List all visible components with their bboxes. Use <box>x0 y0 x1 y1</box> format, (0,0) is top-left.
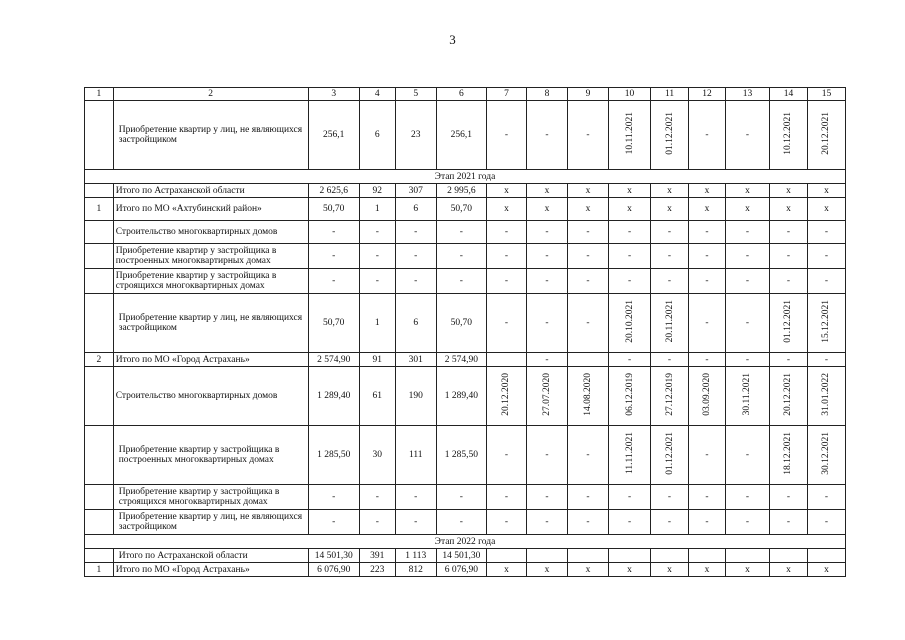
value-cell: - <box>395 485 436 510</box>
row-label-cell: Приобретение квартир у застройщика в построенных многоквартирных домах <box>113 244 308 269</box>
column-number-cell: 9 <box>567 88 608 101</box>
value-cell: x <box>567 198 608 221</box>
date-cell <box>651 101 689 170</box>
row-number-cell <box>85 510 114 535</box>
value-cell: - <box>651 221 689 244</box>
date-cell <box>725 367 769 426</box>
date-text: 27.12.2019 <box>664 373 675 416</box>
value-cell: x <box>725 563 769 577</box>
row-label-cell: Приобретение квартир у лиц, не являющихся застройщиком <box>113 294 308 353</box>
value-cell: - <box>359 244 395 269</box>
row-label-cell: Итого по МО «Город Астрахань» <box>113 563 308 577</box>
value-cell: - <box>688 294 725 353</box>
value-cell: - <box>651 269 689 294</box>
date-text: 20.12.2021 <box>783 373 794 416</box>
value-cell: x <box>526 198 567 221</box>
row-label-cell: Приобретение квартир у застройщика в строящихся многоквартирных домах <box>113 269 308 294</box>
value-cell: 61 <box>359 367 395 426</box>
column-number-cell: 7 <box>486 88 526 101</box>
value-cell: - <box>436 244 486 269</box>
value-cell: - <box>526 221 567 244</box>
value-cell: 50,70 <box>436 294 486 353</box>
value-cell: - <box>688 221 725 244</box>
value-cell: - <box>651 353 689 367</box>
table-row <box>85 549 846 563</box>
value-cell: - <box>688 485 725 510</box>
date-text: 30.12.2021 <box>821 432 832 475</box>
date-text: 03.09.2020 <box>701 373 712 416</box>
value-cell: - <box>526 353 567 367</box>
row-label-cell: Приобретение квартир у лиц, не являющихся застройщиком <box>113 510 308 535</box>
value-cell: x <box>526 184 567 198</box>
value-cell: 50,70 <box>308 198 359 221</box>
value-cell: - <box>486 269 526 294</box>
stage-row <box>85 535 846 549</box>
value-cell: - <box>688 353 725 367</box>
value-cell: - <box>651 510 689 535</box>
value-cell: - <box>395 510 436 535</box>
value-cell: 190 <box>395 367 436 426</box>
value-cell: - <box>769 269 807 294</box>
value-cell <box>688 549 725 563</box>
table-row <box>85 244 846 269</box>
row-number-cell: 2 <box>85 353 114 367</box>
value-cell: 2 625,6 <box>308 184 359 198</box>
value-cell: 2 574,90 <box>436 353 486 367</box>
value-cell: - <box>567 294 608 353</box>
value-cell: - <box>769 353 807 367</box>
row-number-cell <box>85 367 114 426</box>
date-text: 31.01.2022 <box>821 373 832 416</box>
date-text: 10.12.2021 <box>783 112 794 155</box>
value-cell <box>651 549 689 563</box>
value-cell: x <box>769 198 807 221</box>
value-cell: - <box>526 294 567 353</box>
value-cell: - <box>688 101 725 170</box>
value-cell: 307 <box>395 184 436 198</box>
table-row <box>85 221 846 244</box>
value-cell: - <box>308 485 359 510</box>
value-cell: 2 574,90 <box>308 353 359 367</box>
value-cell: 6 076,90 <box>436 563 486 577</box>
value-cell: - <box>526 426 567 485</box>
value-cell: - <box>769 244 807 269</box>
value-cell: - <box>725 485 769 510</box>
date-text: 27.07.2020 <box>541 373 552 416</box>
value-cell: - <box>688 244 725 269</box>
value-cell: - <box>609 244 651 269</box>
date-text: 11.11.2021 <box>624 432 635 475</box>
value-cell: x <box>486 184 526 198</box>
column-number-cell: 15 <box>807 88 845 101</box>
column-number-cell: 3 <box>308 88 359 101</box>
column-number-cell: 10 <box>609 88 651 101</box>
value-cell: x <box>688 563 725 577</box>
value-cell: - <box>308 269 359 294</box>
value-cell: 14 501,30 <box>436 549 486 563</box>
value-cell: - <box>567 510 608 535</box>
date-cell <box>688 367 725 426</box>
value-cell: 6 <box>359 101 395 170</box>
date-cell <box>526 367 567 426</box>
value-cell: - <box>567 426 608 485</box>
value-cell: x <box>567 184 608 198</box>
value-cell: - <box>436 485 486 510</box>
value-cell: 1 289,40 <box>436 367 486 426</box>
value-cell: - <box>526 244 567 269</box>
date-cell <box>609 294 651 353</box>
value-cell: - <box>486 485 526 510</box>
row-number-cell: 1 <box>85 198 114 221</box>
date-text: 15.12.2021 <box>821 300 832 343</box>
value-cell: - <box>725 426 769 485</box>
value-cell: - <box>725 294 769 353</box>
value-cell: - <box>567 244 608 269</box>
value-cell: - <box>769 510 807 535</box>
row-number-cell <box>85 269 114 294</box>
column-number-cell: 12 <box>688 88 725 101</box>
value-cell: - <box>688 269 725 294</box>
date-text: 20.12.2020 <box>501 373 512 416</box>
value-cell <box>567 353 608 367</box>
value-cell: 1 <box>359 294 395 353</box>
date-cell <box>651 367 689 426</box>
value-cell: 1 285,50 <box>436 426 486 485</box>
value-cell: - <box>486 294 526 353</box>
value-cell: - <box>486 426 526 485</box>
value-cell: x <box>609 198 651 221</box>
value-cell: - <box>807 269 845 294</box>
value-cell: 14 501,30 <box>308 549 359 563</box>
date-cell <box>769 101 807 170</box>
row-number-cell <box>85 244 114 269</box>
value-cell: - <box>526 485 567 510</box>
value-cell: x <box>688 198 725 221</box>
value-cell: 256,1 <box>436 101 486 170</box>
column-number-cell: 5 <box>395 88 436 101</box>
date-text: 01.12.2021 <box>664 432 675 475</box>
value-cell: - <box>308 244 359 269</box>
value-cell: - <box>725 221 769 244</box>
value-cell: - <box>395 244 436 269</box>
value-cell: - <box>807 244 845 269</box>
date-cell <box>567 367 608 426</box>
value-cell: - <box>651 244 689 269</box>
row-label-cell: Строительство многоквартирных домов <box>113 367 308 426</box>
value-cell: 1 <box>359 198 395 221</box>
row-number-cell <box>85 101 114 170</box>
value-cell: 50,70 <box>308 294 359 353</box>
column-number-row <box>85 88 846 101</box>
date-text: 10.11.2021 <box>624 112 635 155</box>
value-cell: x <box>807 563 845 577</box>
value-cell: - <box>609 510 651 535</box>
value-cell <box>486 353 526 367</box>
stage-title: Этап 2022 года <box>85 535 846 549</box>
row-label-cell: Итого по МО «Город Астрахань» <box>113 353 308 367</box>
value-cell: - <box>526 101 567 170</box>
value-cell: - <box>486 221 526 244</box>
value-cell: 30 <box>359 426 395 485</box>
value-cell: 91 <box>359 353 395 367</box>
row-number-cell <box>85 221 114 244</box>
column-number-cell: 8 <box>526 88 567 101</box>
value-cell: - <box>359 485 395 510</box>
date-cell <box>769 294 807 353</box>
table-row <box>85 269 846 294</box>
table-row <box>85 184 846 198</box>
value-cell: - <box>725 101 769 170</box>
value-cell: 23 <box>395 101 436 170</box>
value-cell: - <box>688 510 725 535</box>
value-cell: - <box>486 244 526 269</box>
value-cell: x <box>769 184 807 198</box>
date-cell <box>486 367 526 426</box>
value-cell: - <box>395 269 436 294</box>
column-number-cell: 1 <box>85 88 114 101</box>
value-cell: x <box>725 184 769 198</box>
row-label-cell: Приобретение квартир у застройщика в строящихся многоквартирных домах <box>113 485 308 510</box>
row-label-cell: Приобретение квартир у застройщика в построенных многоквартирных домах <box>113 426 308 485</box>
value-cell: 391 <box>359 549 395 563</box>
date-cell <box>807 367 845 426</box>
value-cell: x <box>486 563 526 577</box>
value-cell <box>486 549 526 563</box>
value-cell: - <box>769 485 807 510</box>
date-text: 14.08.2020 <box>582 373 593 416</box>
column-number-cell: 14 <box>769 88 807 101</box>
table-row <box>85 510 846 535</box>
date-cell <box>651 426 689 485</box>
table-row <box>85 367 846 426</box>
date-text: 20.10.2021 <box>624 300 635 343</box>
program-stages-table <box>84 87 846 577</box>
date-cell <box>807 294 845 353</box>
value-cell: - <box>486 101 526 170</box>
value-cell: x <box>609 184 651 198</box>
value-cell: 92 <box>359 184 395 198</box>
value-cell: - <box>359 221 395 244</box>
value-cell: - <box>807 221 845 244</box>
date-cell <box>609 101 651 170</box>
value-cell: - <box>359 269 395 294</box>
value-cell: - <box>486 510 526 535</box>
table-row <box>85 101 846 170</box>
value-cell <box>567 549 608 563</box>
value-cell: x <box>486 198 526 221</box>
table-row <box>85 353 846 367</box>
table-row <box>85 485 846 510</box>
value-cell: - <box>609 353 651 367</box>
value-cell: x <box>526 563 567 577</box>
row-number-cell: 1 <box>85 563 114 577</box>
date-cell <box>651 294 689 353</box>
value-cell: - <box>308 221 359 244</box>
value-cell: 6 076,90 <box>308 563 359 577</box>
value-cell: - <box>769 221 807 244</box>
value-cell: 223 <box>359 563 395 577</box>
row-label-cell: Строительство многоквартирных домов <box>113 221 308 244</box>
value-cell <box>807 549 845 563</box>
value-cell: - <box>609 221 651 244</box>
value-cell: x <box>651 198 689 221</box>
value-cell: - <box>567 485 608 510</box>
page-number: 3 <box>449 32 456 47</box>
value-cell: x <box>807 198 845 221</box>
value-cell: 1 285,50 <box>308 426 359 485</box>
date-cell <box>807 101 845 170</box>
row-number-cell <box>85 294 114 353</box>
value-cell: - <box>567 101 608 170</box>
stage-row <box>85 170 846 184</box>
value-cell: 111 <box>395 426 436 485</box>
date-cell <box>807 426 845 485</box>
value-cell: x <box>688 184 725 198</box>
value-cell <box>769 549 807 563</box>
value-cell: - <box>395 221 436 244</box>
value-cell: - <box>725 353 769 367</box>
value-cell: - <box>725 510 769 535</box>
date-text: 01.12.2021 <box>783 300 794 343</box>
value-cell: 50,70 <box>436 198 486 221</box>
value-cell <box>526 549 567 563</box>
value-cell: 1 289,40 <box>308 367 359 426</box>
value-cell: 301 <box>395 353 436 367</box>
value-cell: x <box>651 184 689 198</box>
value-cell <box>609 549 651 563</box>
value-cell: - <box>526 269 567 294</box>
value-cell: x <box>807 184 845 198</box>
value-cell: - <box>359 510 395 535</box>
table-row <box>85 563 846 577</box>
row-number-cell <box>85 485 114 510</box>
column-number-cell: 4 <box>359 88 395 101</box>
value-cell: - <box>436 510 486 535</box>
table-row <box>85 198 846 221</box>
value-cell: - <box>526 510 567 535</box>
value-cell: - <box>651 485 689 510</box>
value-cell: x <box>609 563 651 577</box>
table-body <box>85 88 846 577</box>
date-text: 06.12.2019 <box>624 373 635 416</box>
row-number-cell <box>85 426 114 485</box>
stage-title: Этап 2021 года <box>85 170 846 184</box>
value-cell: - <box>436 221 486 244</box>
row-number-cell <box>85 184 114 198</box>
value-cell: - <box>807 353 845 367</box>
value-cell: x <box>725 198 769 221</box>
value-cell: 256,1 <box>308 101 359 170</box>
date-text: 20.11.2021 <box>664 300 675 343</box>
date-text: 01.12.2021 <box>664 112 675 155</box>
value-cell: 812 <box>395 563 436 577</box>
date-cell <box>609 367 651 426</box>
value-cell: - <box>609 485 651 510</box>
value-cell: x <box>769 563 807 577</box>
value-cell: - <box>725 269 769 294</box>
value-cell: - <box>567 269 608 294</box>
value-cell: 6 <box>395 198 436 221</box>
column-number-cell: 2 <box>113 88 308 101</box>
column-number-cell: 11 <box>651 88 689 101</box>
value-cell: - <box>688 426 725 485</box>
value-cell: 2 995,6 <box>436 184 486 198</box>
date-cell <box>769 426 807 485</box>
value-cell <box>725 549 769 563</box>
date-text: 30.11.2021 <box>742 373 753 416</box>
value-cell: - <box>308 510 359 535</box>
value-cell: - <box>807 510 845 535</box>
table-row <box>85 426 846 485</box>
date-text: 20.12.2021 <box>821 112 832 155</box>
row-label-cell: Приобретение квартир у лиц, не являющихся застройщиком <box>113 101 308 170</box>
value-cell: - <box>807 485 845 510</box>
date-text: 18.12.2021 <box>783 432 794 475</box>
column-number-cell: 13 <box>725 88 769 101</box>
value-cell: x <box>651 563 689 577</box>
value-cell: x <box>567 563 608 577</box>
table-row <box>85 294 846 353</box>
value-cell: 6 <box>395 294 436 353</box>
row-number-cell <box>85 549 114 563</box>
value-cell: 1 113 <box>395 549 436 563</box>
row-label-cell: Итого по Астраханской области <box>113 549 308 563</box>
row-label-cell: Итого по Астраханской области <box>113 184 308 198</box>
value-cell: - <box>436 269 486 294</box>
value-cell: - <box>725 244 769 269</box>
value-cell: - <box>567 221 608 244</box>
column-number-cell: 6 <box>436 88 486 101</box>
row-label-cell: Итого по МО «Ахтубинский район» <box>113 198 308 221</box>
date-cell <box>609 426 651 485</box>
value-cell: - <box>609 269 651 294</box>
date-cell <box>769 367 807 426</box>
